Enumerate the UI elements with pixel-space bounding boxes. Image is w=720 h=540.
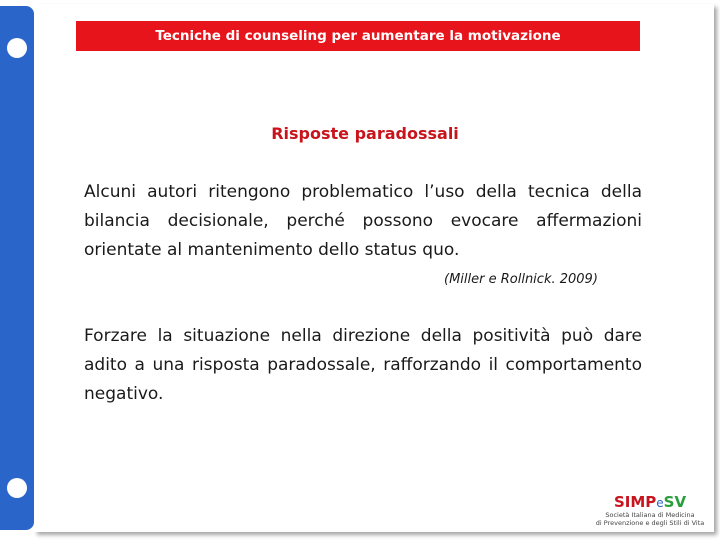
logo-line-1: Società Italiana di Medicina [605, 511, 695, 519]
left-decorative-bar [0, 6, 34, 530]
logo-line-2: di Prevenzione e degli Stili di Vita [595, 519, 705, 527]
citation: (Miller e Rollnick. 2009) [444, 272, 598, 287]
logo-e: e [656, 496, 664, 510]
paragraph-1: Alcuni autori ritengono problematico l’uso della tecnica della bilancia decisionale, perché possono evocare affermazioni orientate al mantenimento dello status quo. [84, 182, 642, 260]
logo-simp: SIMP [613, 493, 657, 511]
slide-header-title: Tecniche di counseling per aumentare la motivazione [155, 28, 561, 44]
slide-subtitle: Risposte paradossali [271, 124, 459, 143]
slide-canvas [34, 4, 714, 532]
bottom-circle-icon [7, 478, 27, 498]
simpesv-logo [592, 494, 708, 527]
paragraph-2: Forzare la situazione nella direzione della positività può dare adito a una risposta paradossale, rafforzando il comportamento negativo. [84, 326, 642, 404]
top-circle-icon [7, 38, 27, 58]
logo-sv: SV [663, 493, 687, 511]
slide-header [76, 21, 640, 51]
logo-wordmark [592, 494, 708, 511]
